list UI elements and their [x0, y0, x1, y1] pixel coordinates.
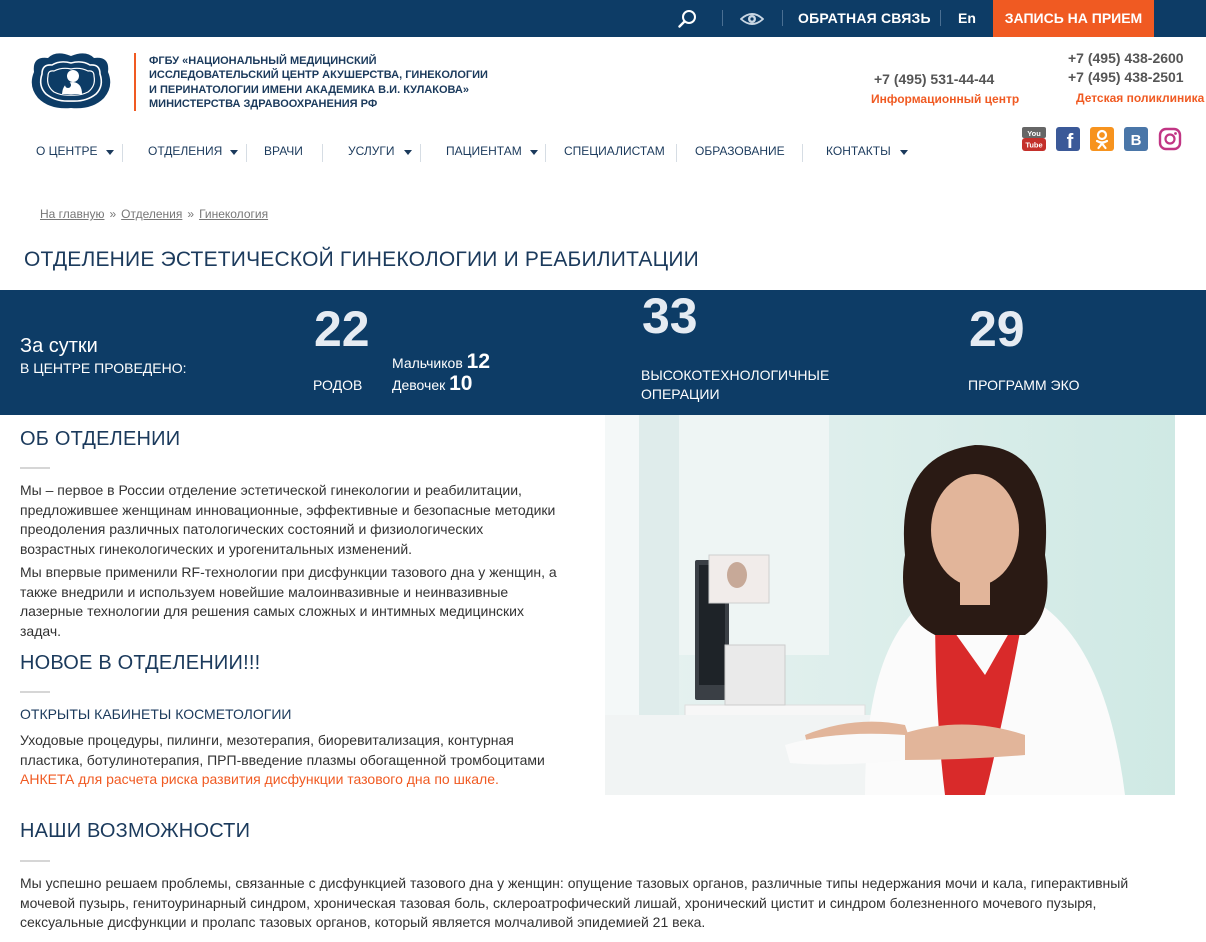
svg-text:B: B: [1130, 132, 1142, 149]
divider: [122, 144, 123, 162]
divider: [322, 144, 323, 162]
odnoklassniki-icon[interactable]: [1090, 127, 1114, 151]
logo[interactable]: [30, 52, 112, 110]
nav-item-education[interactable]: ОБРАЗОВАНИЕ: [695, 144, 785, 158]
breadcrumb-gynecology[interactable]: Гинекология: [199, 207, 269, 221]
nav-item-specialists[interactable]: СПЕЦИАЛИСТАМ: [564, 144, 665, 158]
nav-item-about[interactable]: О ЦЕНТРЕ: [36, 144, 98, 158]
breadcrumb-separator: »: [187, 207, 195, 221]
boys-count: 12: [466, 350, 491, 373]
divider: [420, 144, 421, 162]
boys-stat: [392, 350, 490, 374]
breadcrumb-home[interactable]: На главную: [40, 207, 105, 221]
instagram-icon[interactable]: [1158, 127, 1182, 151]
operations-count: 33: [642, 288, 698, 344]
top-bar: [0, 0, 1206, 37]
chevron-down-icon[interactable]: [900, 150, 908, 155]
news-subtitle: ОТКРЫТЫ КАБИНЕТЫ КОСМЕТОЛОГИИ: [20, 706, 292, 722]
nav-item-doctors[interactable]: ВРАЧИ: [264, 144, 303, 158]
news-paragraph: [20, 731, 545, 790]
breadcrumb-departments[interactable]: Отделения: [121, 207, 183, 221]
text-line: мочевой пузырь, генитоуринарный синдром, хроническая тазовая боль, склероатрофический лишай, хронический цистит и синдром болезненного мочевого пузыря,: [20, 894, 1097, 911]
search-icon[interactable]: [678, 9, 698, 29]
about-paragraph-1: [20, 481, 555, 559]
feedback-link[interactable]: ОБРАТНАЯ СВЯЗЬ: [798, 10, 931, 26]
appointment-button[interactable]: ЗАПИСЬ НА ПРИЕМ: [993, 0, 1154, 37]
divider: [545, 144, 546, 162]
stats-lead: За сутки: [20, 335, 98, 357]
nav-item-departments[interactable]: ОТДЕЛЕНИЯ: [148, 144, 223, 158]
clinic-phone-2[interactable]: +7 (495) 438-2501: [1068, 69, 1184, 85]
chevron-down-icon[interactable]: [230, 150, 238, 155]
text-line: задач.: [20, 622, 62, 639]
about-heading: ОБ ОТДЕЛЕНИИ: [20, 428, 181, 450]
chevron-down-icon[interactable]: [106, 150, 114, 155]
language-switch[interactable]: En: [958, 10, 976, 26]
nav-item-services[interactable]: УСЛУГИ: [348, 144, 395, 158]
girls-count: 10: [449, 372, 473, 395]
abilities-paragraph: [20, 874, 1200, 933]
births-label: РОДОВ: [313, 377, 363, 393]
text-line: Мы успешно решаем проблемы, связанные с дисфункцией тазового дна у женщин: опущение тазовых органов, различные типы недержания мочи и кала, гиперактивный: [20, 875, 1129, 891]
text-line: также внедрили и используем новейшие малоинвазивные и неинвазивные: [20, 583, 509, 600]
divider: [782, 10, 783, 26]
vkontakte-icon[interactable]: [1124, 127, 1148, 151]
svg-text:f: f: [1066, 131, 1074, 151]
chevron-down-icon[interactable]: [404, 150, 412, 155]
org-line: ФГБУ «НАЦИОНАЛЬНЫЙ МЕДИЦИНСКИЙ: [149, 55, 377, 67]
questionnaire-link[interactable]: АНКЕТА для расчета риска развития дисфункции тазового дна по шкале.: [20, 771, 499, 787]
text-line: преодоления различных патологических состояний и физиологических: [20, 521, 484, 537]
text-line: лазерные технологии для решения самых сложных и интимных медицинских: [20, 603, 524, 619]
facebook-icon[interactable]: [1056, 127, 1080, 151]
text-line: Уходовые процедуры, пилинги, мезотерапия, биоревитализация, контурная: [20, 732, 514, 748]
text-line: Мы впервые применили RF-технологии при дисфункции тазового дна у женщин, а: [20, 564, 557, 580]
org-line: ИССЛЕДОВАТЕЛЬСКИЙ ЦЕНТР АКУШЕРСТВА, ГИНЕКОЛОГИИ: [149, 69, 488, 82]
boys-label: Мальчиков: [392, 355, 463, 371]
logo-divider: [134, 53, 136, 111]
text-line: возрастных гинекологических и урогенитальных изменений.: [20, 540, 413, 557]
ivf-count: 29: [969, 301, 1025, 357]
org-line: И ПЕРИНАТОЛОГИИ ИМЕНИ АКАДЕМИКА В.И. КУЛАКОВА»: [149, 83, 469, 96]
divider: [20, 860, 50, 862]
abilities-heading: НАШИ ВОЗМОЖНОСТИ: [20, 820, 251, 842]
organization-name: [149, 54, 489, 111]
about-paragraph-2: [20, 563, 557, 641]
stats-lead-sub: В ЦЕНТРЕ ПРОВЕДЕНО:: [20, 360, 187, 376]
divider: [246, 144, 247, 162]
daily-stats-banner: [0, 290, 1206, 415]
divider: [802, 144, 803, 162]
children-clinic-label: Детская поликлиника: [1076, 91, 1205, 105]
youtube-icon[interactable]: [1022, 127, 1046, 151]
ivf-label: ПРОГРАММ ЭКО: [968, 377, 1080, 393]
clinic-phone-1[interactable]: +7 (495) 438-2600: [1068, 50, 1184, 66]
text-line: предложившее женщинам инновационные, эффективные и безопасные методики: [20, 501, 556, 518]
nav-item-patients[interactable]: ПАЦИЕНТАМ: [446, 144, 522, 158]
svg-text:Tube: Tube: [1025, 140, 1043, 150]
operations-label: ВЫСОКОТЕХНОЛОГИЧНЫЕ: [641, 367, 830, 383]
text-line: пластика, ботулинотерапия, ПРП-введение плазмы обогащенной тромбоцитами: [20, 751, 545, 768]
divider: [722, 10, 723, 26]
org-line: МИНИСТЕРСТВА ЗДРАВООХРАНЕНИЯ РФ: [149, 97, 378, 110]
info-phone[interactable]: +7 (495) 531-44-44: [874, 71, 995, 87]
chevron-down-icon[interactable]: [530, 150, 538, 155]
text-line: сексуальные дисфункции и пролапс тазовых органов, который является молчаливой эпидемией 21 века.: [20, 914, 706, 930]
doctor-photo: [605, 415, 1175, 795]
news-heading: НОВОЕ В ОТДЕЛЕНИИ!!!: [20, 652, 261, 674]
operations-label-2: ОПЕРАЦИИ: [641, 386, 720, 402]
breadcrumb: [40, 207, 268, 221]
girls-label: Девочек: [392, 377, 446, 393]
girls-stat: [392, 372, 472, 396]
page-title: ОТДЕЛЕНИЕ ЭСТЕТИЧЕСКОЙ ГИНЕКОЛОГИИ И РЕАБИЛИТАЦИИ: [24, 248, 699, 271]
divider: [940, 10, 941, 26]
nav-item-contacts[interactable]: КОНТАКТЫ: [826, 144, 891, 158]
breadcrumb-separator: »: [109, 207, 117, 221]
divider: [20, 691, 50, 693]
svg-text:You: You: [1027, 129, 1041, 138]
divider: [20, 467, 50, 469]
text-line: Мы – первое в России отделение эстетической гинекологии и реабилитации,: [20, 482, 522, 498]
divider: [676, 144, 677, 162]
info-center-label: Информационный центр: [871, 92, 1020, 106]
eye-icon[interactable]: [740, 10, 764, 28]
births-count: 22: [314, 301, 370, 357]
